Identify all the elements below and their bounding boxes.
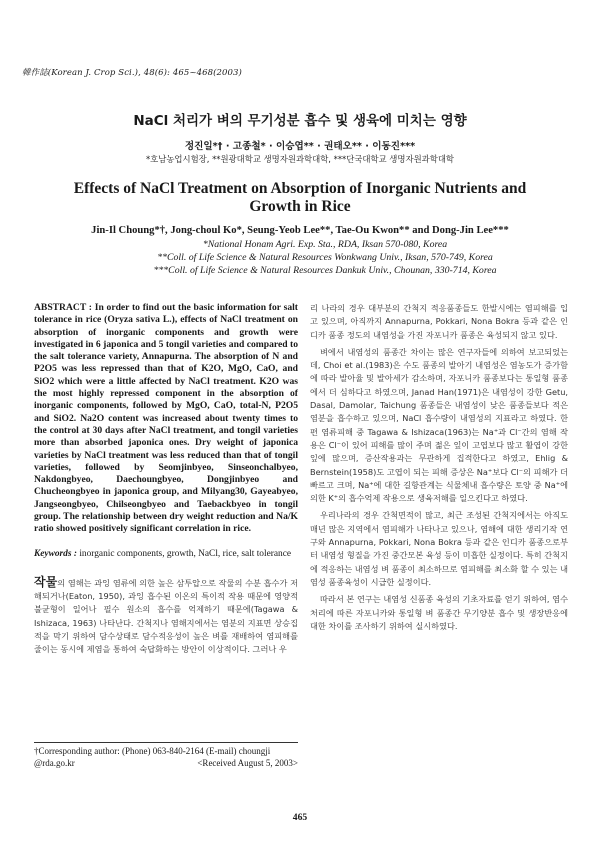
journal-citation: 韓作誌(Korean J. Crop Sci.), 48(6): 465~468(2003) — [22, 68, 242, 78]
right-column — [310, 302, 568, 637]
body-paragraph: 리 나라의 경우 대부분의 간척지 적응품종들도 한발시에는 염피해를 입고 있으며, 아직까지 Annapurna, Pokkari, Nona Bokra 등과 같은 인디카 품종 정도의 내염성을 가진 자포니카 품종은 육성되지 않고 있다. — [310, 303, 568, 340]
keywords-text: inorganic components, growth, NaCl, rice, salt tolerance — [79, 548, 292, 559]
left-column — [34, 302, 298, 656]
english-authors: Jin-Il Choung*†, Jong-choul Ko*, Seung-Yeob Lee**, Tae-Ou Kwon** and Dong-Jin Lee*** — [91, 225, 509, 236]
korean-title: NaCl 처리가 벼의 무기성분 흡수 및 생육에 미치는 영향 — [133, 113, 467, 129]
korean-authors: 정진일*† · 고종철* · 이승엽** · 권태오** · 이동진*** — [184, 141, 416, 152]
footnote-contact: †Corresponding author: (Phone) 063-840-2164 (E-mail) choungji — [34, 746, 271, 756]
affiliation-line: *National Honam Agri. Exp. Sta., RDA, Iksan 570-080, Korea — [202, 239, 448, 250]
footnote-email-tail: @rda.go.kr — [34, 757, 75, 768]
intro-text: 의 염해는 과잉 염류에 의한 높은 삼투압으로 작물의 수분 흡수가 저해되거나(Eaton, 1950), 과잉 흡수된 이온의 특이적 작용 때문에 영양적 불균형이 일어나 필수 원소의 흡수를 억제하기 때문에(Tagawa & Ishizaca, 1963) 나타난다. 간척지나 염해지에서는 염분의 지표면 상승집적을 막기 위하여 담수상태로 담수적응성이 높은 벼를 재배하여 염피해를 줄이는 동시에 제염을 통하여 숙답화하는 방안이 이상적이다. 그러나 우 — [34, 577, 298, 655]
intro-first-word: 작물 — [34, 574, 58, 589]
affiliation-line: ***Coll. of Life Science & Natural Resources Dankuk Univ., Chounan, 330-714, Korea — [153, 265, 497, 276]
intro-paragraph — [34, 576, 298, 657]
corresponding-author-footnote — [34, 742, 298, 769]
body-paragraph: 따라서 본 연구는 내염성 신품종 육성의 기초자료를 얻기 위하여, 염수처리에 따른 자포니카와 통일형 벼 품종간 무기양분 흡수 및 생장반응에 대한 차이를 조사하기 위하여 실시하였다. — [310, 594, 568, 631]
korean-affiliation: *호남농업시험장, **원광대학교 생명자원과학대학, ***단국대학교 생명자원과학대학 — [145, 154, 455, 164]
keywords-label: Keywords : — [34, 548, 77, 559]
body-paragraph: 벼에서 내염성의 품종간 차이는 많은 연구자들에 의하여 보고되었는데, Choi et al.(1983)은 수도 품종의 발아기 내염성은 염농도가 증가함에 따라 발아율 및 발아세가 감소하며, 자포니카 품종보다는 통일형 품종에서 더 심하다고 하였으며, Janad Han(1971)은 내염성이 강한 Getu, Dasal, Damolar, Taichung 품종들은 내염성이 낮은 품종들보다 적은 염분을 흡수하고 있으며, NaCl 흡수량이 내염성의 지표라고 하였다. 한편 염류피해 중 Tagawa & Ishizaca(1963)는 Na⁺과 Cl⁻간의 염해 작용은 Cl⁻이 있어 피해를 많이 주며 젊은 잎이 고엽보다 많고 활엽이 강한 잎에 많으며, 증산작용과는 무관하게 집적한다고 하였고, Ehlig & Bernstein(1958)도 고엽이 되는 피해 증상은 Na⁺보다 Cl⁻의 피해가 더 빠르고 크며, Na⁺에 대한 길항관계는 식물체내 흡수량은 토양 중 Na⁺에 의한 K⁺의 흡수억제 작용으로 생육저해를 일으킨다고 하였다. — [310, 346, 568, 504]
page-number: 465 — [292, 812, 308, 823]
abstract: ABSTRACT : In order to find out the basic information for salt tolerance in rice (Oryza sativa L.), effects of NaCl treatment on absorption of inorganic components and growth were investigated in 6 japonica and 5 tongil varieties and compared to the salt tolerance variety, Annapurna. The absorption of N and P2O5 was less repressed than that of K2O, MgO, CaO, and SiO2 which were a little affected by NaCl treatment. K2O was the most highly repressed component in the absorption of inorganic components, followed by MgO, CaO, total-N, P2O5 and SiO2. Na2O content was increased about twenty times to the control at 30 days after NaCl treatment, and tongil varieties more than absorbed japonica ones. Dry weight of japonica varieties by NaCl treatment was less reduced than that of tongil varieties, followed by Seomjinbyeo, Sinseonchalbyeo, Nakdongbyeo, Daechoungbyeo, Dongjinbyeo and Chucheongbyeo in japonica group, and Milyang30, Gayeabyeo, Jangseongbyeo, Chilseongbyeo and Taebackbyeo in tongil group. The relationship between dry weight reduction and Na/K ratio showed positively significant correlation in rice. — [34, 302, 298, 535]
english-affiliations — [150, 238, 500, 277]
affiliation-line: **Coll. of Life Science & Natural Resources Wonkwang Univ., Iksan, 570-749, Korea — [157, 252, 493, 263]
english-title: Effects of NaCl Treatment on Absorption of Inorganic Nutrients and Growth in Rice — [73, 180, 527, 215]
keywords — [34, 548, 298, 560]
received-date: <Received August 5, 2003> — [197, 757, 298, 768]
body-paragraph: 우리나라의 경우 간척면적이 많고, 최근 조성된 간척지에서는 아직도 매년 많은 지역에서 염피해가 나타나고 있으나, 염해에 대한 생리기작 연구와 Annapurna, Pokkari, Nona Bokra 등과 같은 인디카 품종으로부터 내염성 형질을 가진 중간모본 육성 등이 미흡한 실정이다. 특히 간척지에 적응하는 내염성 벼 품종이 최소하므로 염피해를 최소화 할 수 있는 내염성 품종육성이 시급한 실정이다. — [310, 510, 568, 587]
